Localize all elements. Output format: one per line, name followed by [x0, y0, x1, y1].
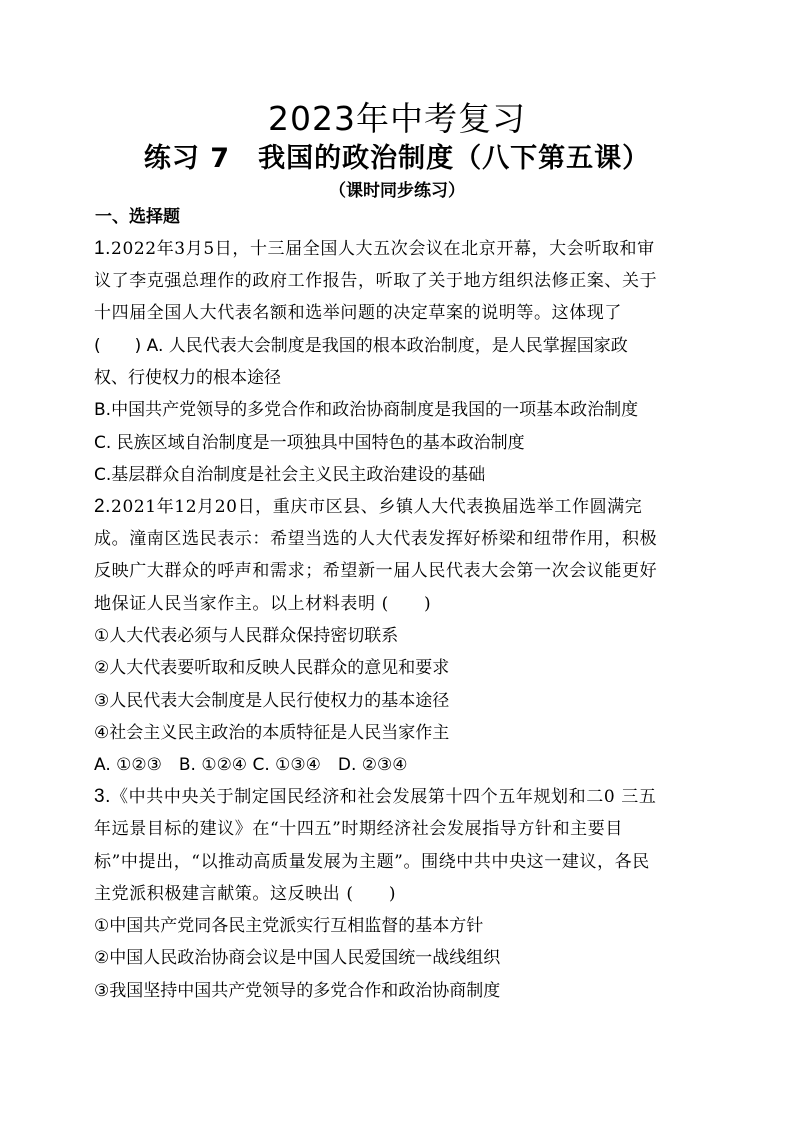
q3-statement-3: ③我国坚持中国共产党领导的多党合作和政治协商制度 — [94, 981, 501, 1001]
q1-number: 1. — [94, 238, 112, 259]
q2-line-2: 成。潼南区选民表示：希望当选的人大代表发挥好桥梁和纽带作用，积极 — [94, 529, 658, 549]
q2-line-1 — [94, 496, 714, 518]
q2-statement-2: ②人大代表要听取和反映人民群众的意见和要求 — [94, 658, 450, 678]
document-title: 2023年中考复习 — [268, 99, 526, 138]
q3-number: 3. — [94, 786, 112, 807]
q2-options: A. ①②③ B. ①②④ C. ①③④ D. ②③④ — [94, 755, 408, 775]
q1-option-b: B.中国共产党领导的多党合作和政治协商制度是我国的一项基本政治制度 — [94, 400, 639, 420]
q2-line-3: 反映广大群众的呼声和需求；希望新一届人民代表大会第一次会议能更好 — [94, 561, 658, 581]
q1-line-1 — [94, 238, 714, 260]
q2-line-4: 地保证人民当家作主。以上材料表明 ( ) — [94, 594, 432, 614]
q3-line-1 — [94, 786, 714, 808]
q2-statement-4: ④社会主义民主政治的本质特征是人民当家作主 — [94, 723, 450, 743]
q3-statement-2: ②中国人民政治协商会议是中国人民爱国统一战线组织 — [94, 948, 501, 968]
q1-option-a-line-1: ( ) A. 人民代表大会制度是我国的根本政治制度，是人民掌握国家政 — [94, 336, 628, 356]
q1-line-3: 十四届全国人大代表名额和选举问题的决定草案的说明等。这体现了 — [94, 303, 622, 323]
document-subsubtitle: （课时同步练习） — [329, 181, 465, 201]
q3-line-3: 标”中提出，“以推动高质量发展为主题”。围绕中共中央这一建议，各民 — [94, 852, 650, 872]
q3-line-2: 年远景目标的建议》在“十四五”时期经济社会发展指导方针和主要目 — [94, 819, 623, 839]
q2-statement-3: ③人民代表大会制度是人民行使权力的基本途径 — [94, 691, 450, 711]
q1-option-d: C.基层群众自治制度是社会主义民主政治建设的基础 — [94, 465, 486, 485]
q3-line-4: 主党派积极建言献策。这反映出 ( ) — [94, 884, 397, 904]
q2-text-1: 2021年12月20日，重庆市区县、乡镇人大代表换届选举工作圆满完 — [111, 497, 643, 517]
q2-statement-1: ①人大代表必须与人民群众保持密切联系 — [94, 626, 399, 646]
q1-text-1: 2022年3月5日，十三届全国人大五次会议在北京开幕，大会听取和审 — [111, 239, 655, 259]
section-heading: 一、选择题 — [95, 207, 180, 227]
q3-statement-1: ①中国共产党同各民主党派实行互相监督的基本方针 — [94, 916, 484, 936]
q3-text-1: 《中共中央关于制定国民经济和社会发展第十四个五年规划和二0 三五 — [111, 787, 657, 807]
q1-line-2: 议了李克强总理作的政府工作报告，听取了关于地方组织法修正案、关于 — [94, 271, 658, 291]
q1-option-c: C. 民族区域自治制度是一项独具中国特色的基本政治制度 — [94, 433, 525, 453]
q1-option-a-line-2: 权、行使权力的根本途径 — [94, 368, 281, 388]
document-subtitle: 练习 7 我国的政治制度（八下第五课） — [143, 143, 651, 174]
q2-number: 2. — [94, 496, 112, 517]
